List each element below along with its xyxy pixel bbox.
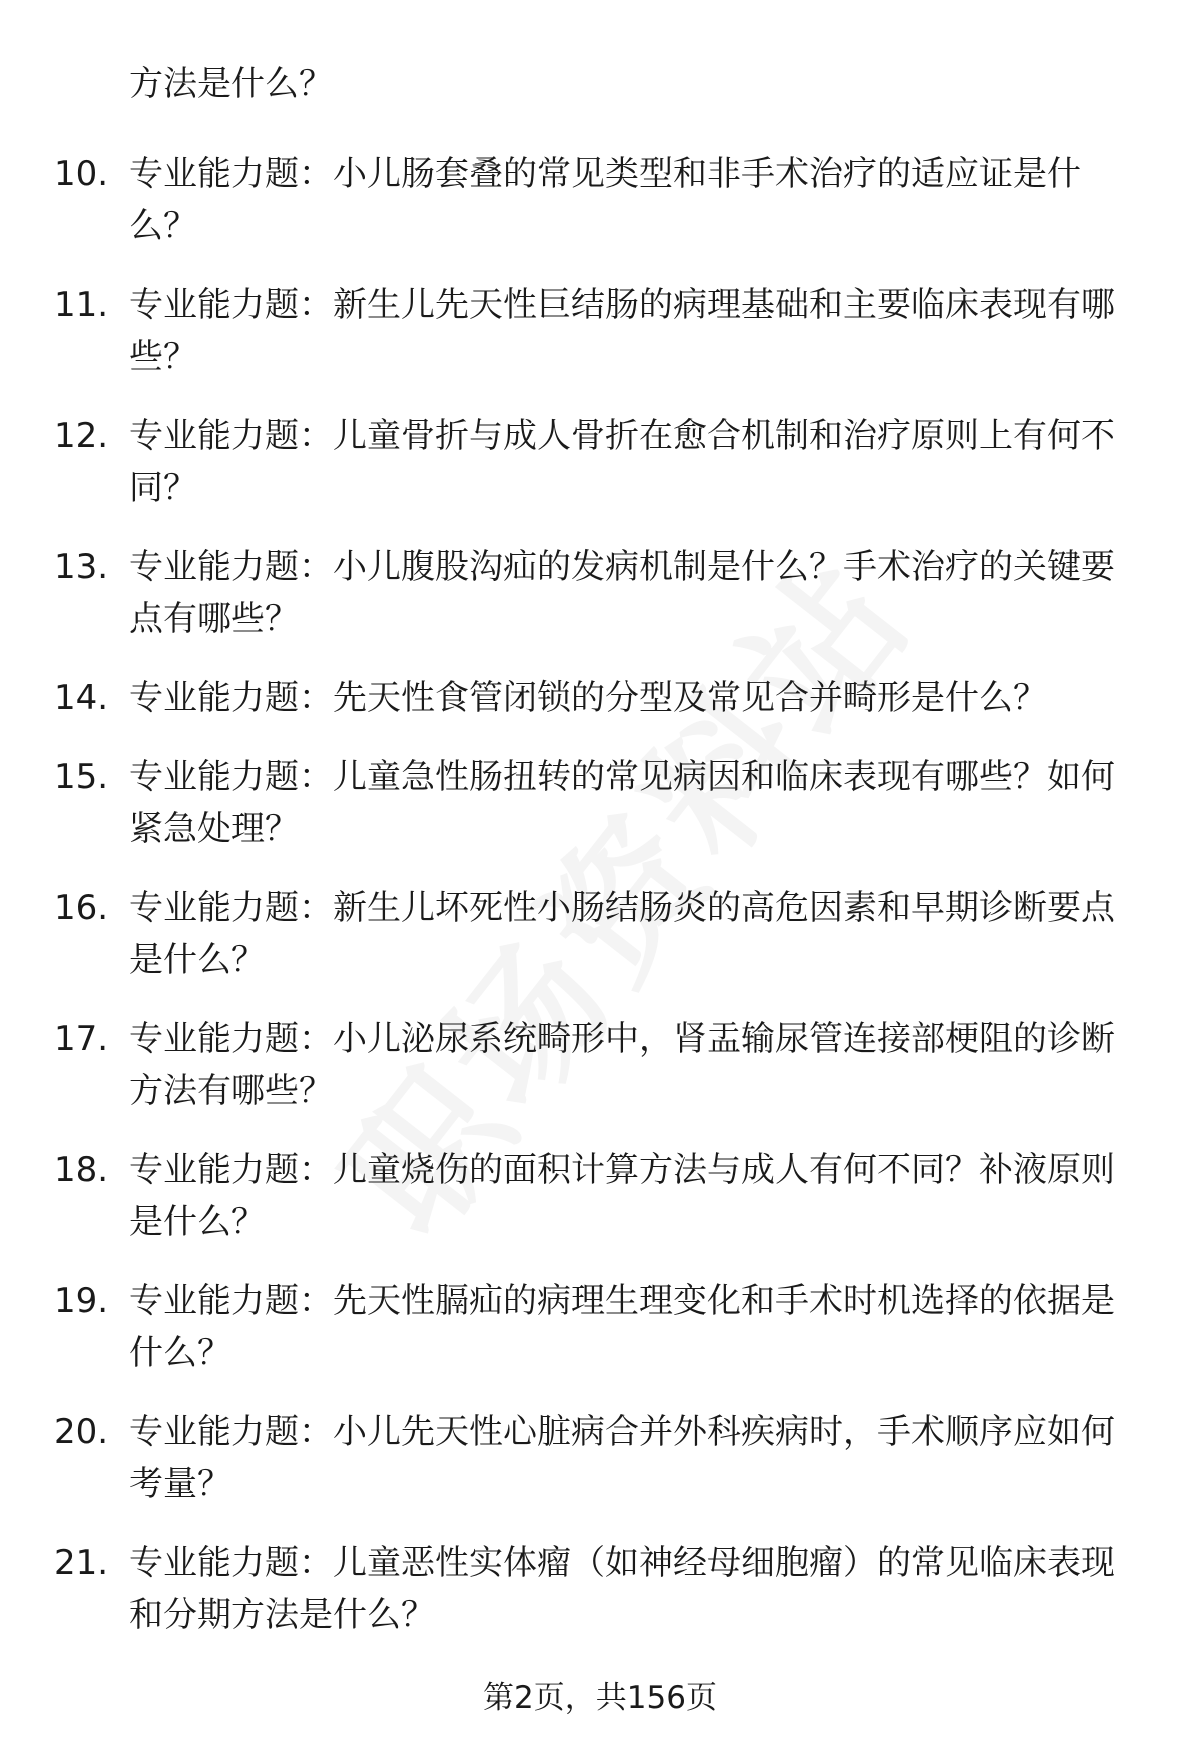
question-text: 专业能力题：小儿泌尿系统畸形中，肾盂输尿管连接部梗阻的诊断方法有哪些？ <box>129 1019 1115 1111</box>
question-item-16 <box>0 882 1200 1013</box>
question-text: 专业能力题：先天性食管闭锁的分型及常见合并畸形是什么？ <box>129 678 1047 718</box>
question-item-19 <box>0 1275 1200 1406</box>
question-number: 11. <box>54 285 109 325</box>
continued-question-text: 方法是什么？ <box>129 64 333 104</box>
question-item-21 <box>0 1537 1200 1668</box>
question-text: 专业能力题：儿童恶性实体瘤（如神经母细胞瘤）的常见临床表现和分期方法是什么？ <box>129 1543 1115 1635</box>
question-item-18 <box>0 1144 1200 1275</box>
question-number: 17. <box>54 1019 109 1059</box>
question-item-14 <box>0 672 1200 751</box>
question-number: 21. <box>54 1543 109 1583</box>
question-text: 专业能力题：儿童骨折与成人骨折在愈合机制和治疗原则上有何不同？ <box>129 416 1115 508</box>
question-item-11 <box>0 279 1200 410</box>
question-text: 专业能力题：小儿肠套叠的常见类型和非手术治疗的适应证是什么？ <box>129 154 1081 246</box>
question-text: 专业能力题：儿童急性肠扭转的常见病因和临床表现有哪些？如何紧急处理？ <box>129 757 1115 849</box>
question-item-13 <box>0 541 1200 672</box>
question-text: 专业能力题：新生儿坏死性小肠结肠炎的高危因素和早期诊断要点是什么？ <box>129 888 1115 980</box>
question-number: 13. <box>54 547 109 587</box>
question-text: 专业能力题：儿童烧伤的面积计算方法与成人有何不同？补液原则是什么？ <box>129 1150 1115 1242</box>
question-list <box>0 148 1200 1668</box>
question-text: 专业能力题：先天性膈疝的病理生理变化和手术时机选择的依据是什么？ <box>129 1281 1115 1373</box>
page-number-footer: 第2页，共156页 <box>483 1680 717 1716</box>
question-number: 12. <box>54 416 109 456</box>
question-number: 15. <box>54 757 109 797</box>
question-text: 专业能力题：小儿腹股沟疝的发病机制是什么？手术治疗的关键要点有哪些？ <box>129 547 1115 639</box>
question-text: 专业能力题：小儿先天性心脏病合并外科疾病时，手术顺序应如何考量？ <box>129 1412 1115 1504</box>
question-item-20 <box>0 1406 1200 1537</box>
question-number: 10. <box>54 154 109 194</box>
question-number: 18. <box>54 1150 109 1190</box>
question-number: 16. <box>54 888 109 928</box>
question-item-10 <box>0 148 1200 279</box>
question-number: 20. <box>54 1412 109 1452</box>
question-number: 14. <box>54 678 109 718</box>
question-item-15 <box>0 751 1200 882</box>
question-item-17 <box>0 1013 1200 1144</box>
question-number: 19. <box>54 1281 109 1321</box>
question-text: 专业能力题：新生儿先天性巨结肠的病理基础和主要临床表现有哪些？ <box>129 285 1115 377</box>
question-item-12 <box>0 410 1200 541</box>
